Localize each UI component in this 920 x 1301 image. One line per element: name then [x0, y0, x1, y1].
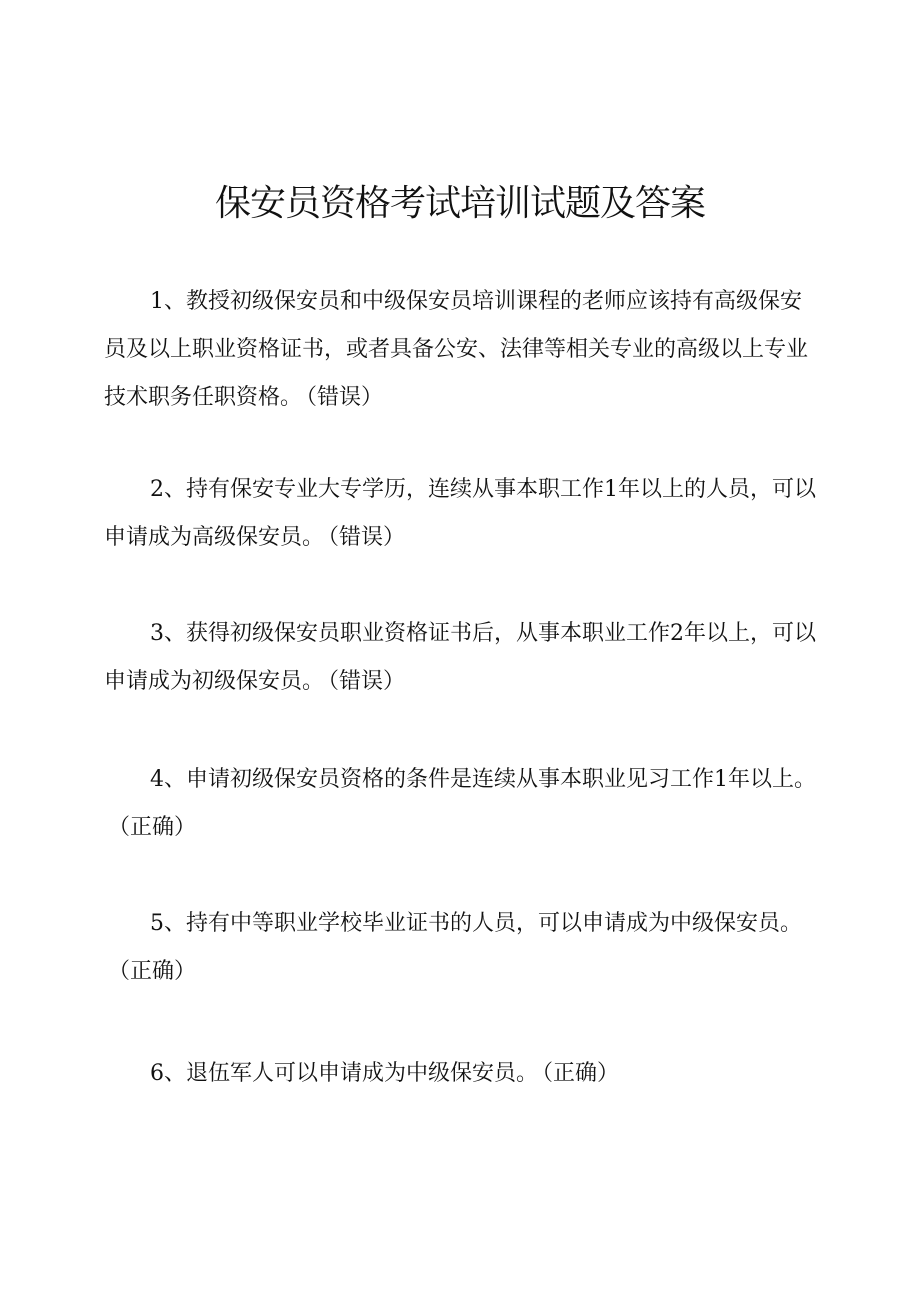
question-1-text: 1、教授初级保安员和中级保安员培训课程的老师应该持有高级保安员及以上职业资格证书，或者具备公安、法律等相关专业的高级以上专业技术职务任职资格。: [104, 289, 809, 410]
question-6-text: 6、退伍军人可以申请成为中级保安员。: [150, 1061, 538, 1086]
document-title: 保安员资格考试培训试题及答案: [214, 183, 705, 224]
question-1-answer: （错误）: [306, 385, 384, 410]
question-6: [104, 1050, 820, 1098]
question-5: [104, 900, 820, 996]
question-2-answer: （错误）: [328, 525, 406, 550]
question-2-text: 2、持有保安专业大专学历，连续从事本职工作1年以上的人员，可以申请成为高级保安员。: [104, 477, 816, 550]
question-4-text: 4、申请初级保安员资格的条件是连续从事本职业见习工作1年以上。: [150, 767, 816, 792]
question-3-text: 3、获得初级保安员职业资格证书后，从事本职业工作2年以上，可以申请成为初级保安员。: [104, 621, 816, 694]
question-3-answer: （错误）: [328, 669, 406, 694]
question-4-answer: （正确）: [108, 815, 197, 840]
question-3: [104, 610, 820, 706]
question-6-answer: （正确）: [542, 1061, 620, 1086]
question-4: [104, 756, 820, 852]
question-2: [104, 466, 820, 562]
question-1: [104, 278, 820, 422]
question-5-text: 5、持有中等职业学校毕业证书的人员，可以申请成为中级保安员。: [150, 911, 802, 936]
question-5-answer: （正确）: [108, 959, 197, 984]
